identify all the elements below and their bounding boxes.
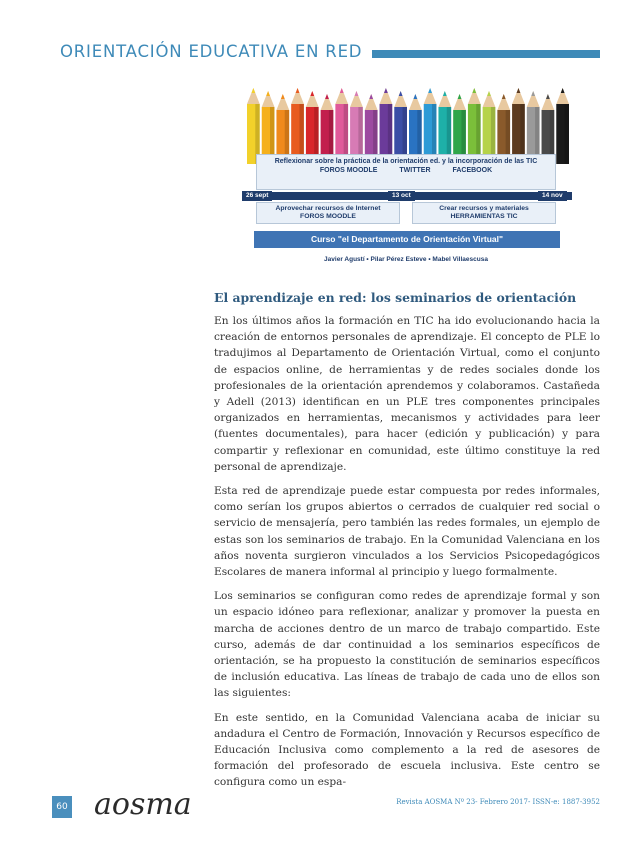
colored-pencils-illustration (246, 82, 570, 164)
banner-left-line1: Aprovechar recursos de Internet (275, 205, 381, 212)
banner-phase-top (256, 154, 556, 190)
journal-citation: Revista AOSMA Nº 23- Febrero 2017- ISSN-e: 1887-3952 (396, 798, 600, 806)
section-heading: El aprendizaje en red: los seminarios de orientación (214, 290, 577, 305)
banner-right-line2: HERRAMIENTAS TIC (450, 213, 518, 220)
banner-date-mid: 13 oct (388, 191, 415, 201)
pencil (424, 88, 437, 164)
banner-tool: FACEBOOK (452, 167, 493, 174)
header-rule (372, 50, 600, 58)
banner-course-title: Curso "el Departamento de Orientación Virtual" (254, 231, 560, 248)
pencil (247, 88, 260, 164)
banner-date-start: 26 sept (242, 191, 272, 201)
page-header-title: ORIENTACIÓN EDUCATIVA EN RED (60, 42, 363, 61)
course-banner-image (232, 82, 580, 272)
banner-right-line1: Crear recursos y materiales (439, 205, 529, 212)
pencil (335, 88, 348, 164)
banner-left-line2: FOROS MOODLE (300, 213, 356, 220)
pencil (468, 88, 481, 164)
logo-wordmark: aosma (94, 787, 192, 822)
pencil (556, 88, 569, 164)
banner-phase-left (256, 202, 400, 224)
paragraph: En este sentido, en la Comunidad Valenciana acaba de iniciar su andadura el Centro de Formación, Innovación y Recursos específico de Educación Inclusiva como complemento a la red de asesores de formación del profesorado de escuela inclusiva. Este centro se configura como un espa- (214, 711, 600, 789)
page-number: 60 (52, 796, 72, 818)
banner-authors: Javier Agustí • Pilar Pérez Esteve • Mabel Villaescusa (324, 256, 488, 263)
banner-phase-right (412, 202, 556, 224)
paragraph: Esta red de aprendizaje puede estar compuesta por redes informales, como serían los grupos abiertos o cerrados de cualquier red social o servicio de mensajería, pero también las redes formales, un ejemplo de estas son los seminarios de trabajo. En la Comunidad Valenciana en los años noventa surgieron vinculados a los Servicios Psicopedagógicos Escolares de manera informal al principio y luego formalmente. (214, 485, 600, 579)
pencil (380, 88, 393, 164)
paragraph: En los últimos años la formación en TIC ha ido evolucionando hacia la creación de entornos personales de aprendizaje. El concepto de PLE lo tradujimos al Departamento de Orientación Virtual, como el conjunto de espacios online, de herramientas y de redes sociales donde los profesionales de la orientación aprendemos y colaboramos. Castañeda y Adell (2013) identifican en un PLE tres componentes principales organizados en herramientas, mecanismos y actividades para leer (fuentes documentales), para hacer (edición y publicación) y para compartir y reflexionar en comunidad, este último constituye la red personal de aprendizaje. (214, 315, 600, 473)
pencil (512, 88, 525, 164)
banner-tool: TWITTER (399, 167, 431, 174)
banner-top-line: Reflexionar sobre la práctica de la orientación ed. y la incorporación de las TIC (274, 158, 538, 165)
aosma-logo (90, 786, 202, 834)
article-body (214, 290, 600, 799)
banner-date-end: 14 nov (538, 191, 567, 201)
banner-top-tools (257, 167, 555, 174)
pencil (291, 88, 304, 164)
paragraph: Los seminarios se configuran como redes de aprendizaje formal y son un espacio idóneo para reflexionar, analizar y promover la puesta en marcha de acciones dentro de un marco de trabajo compartido. Este curso, además de dar continuidad a los seminarios específicos de orientación, se ha propuesto la constitución de seminarios específicos de inclusión educativa. Las líneas de trabajo de cada uno de ellos son las siguientes: (214, 590, 600, 700)
banner-tool: FOROS MOODLE (319, 167, 378, 174)
